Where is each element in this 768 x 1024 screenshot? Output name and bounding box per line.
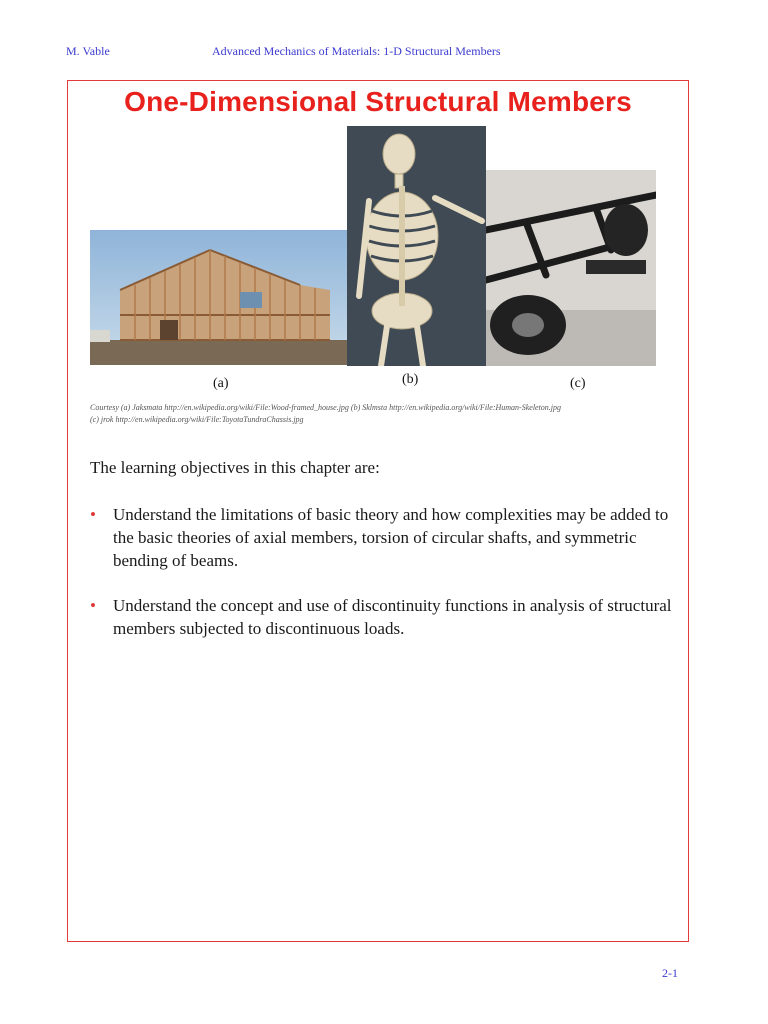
photo-truck-chassis (486, 170, 656, 366)
list-item (90, 503, 685, 572)
bullet-icon: • (90, 596, 96, 615)
page-number: 2-1 (662, 966, 678, 980)
credit-line-1: Courtesy (a) Jaksmata http://en.wikipedia.org/wiki/File:Wood-framed_house.jpg (b) Sklmsta http://en.wikipedia.org/wiki/File:Human-Skeleton.jpg (90, 403, 562, 412)
figure-label-a: (a) (213, 376, 229, 391)
header-author: M. Vable (66, 44, 110, 58)
objective-text: Understand the concept and use of discontinuity functions in analysis of structural members subjected to discontinuous loads. (113, 596, 672, 638)
objectives-intro: The learning objectives in this chapter are: (90, 458, 380, 477)
image-credits (90, 402, 680, 426)
list-item (90, 594, 685, 640)
credit-line-2: (c) jrok http://en.wikipedia.org/wiki/File:ToyotaTundraChassis.jpg (90, 415, 304, 424)
figure-label-c: (c) (570, 376, 586, 391)
objectives-list (90, 503, 685, 662)
page-title: One-Dimensional Structural Members (124, 86, 632, 117)
header-title: Advanced Mechanics of Materials: 1-D Structural Members (212, 44, 501, 58)
bullet-icon: • (90, 505, 96, 524)
figure-label-b: (b) (402, 372, 419, 387)
photo-human-skeleton (347, 126, 486, 366)
photo-wood-framed-house (90, 230, 348, 365)
objective-text: Understand the limitations of basic theory and how complexities may be added to the basic theories of axial members, torsion of circular shafts, and symmetric bending of beams. (113, 505, 669, 570)
